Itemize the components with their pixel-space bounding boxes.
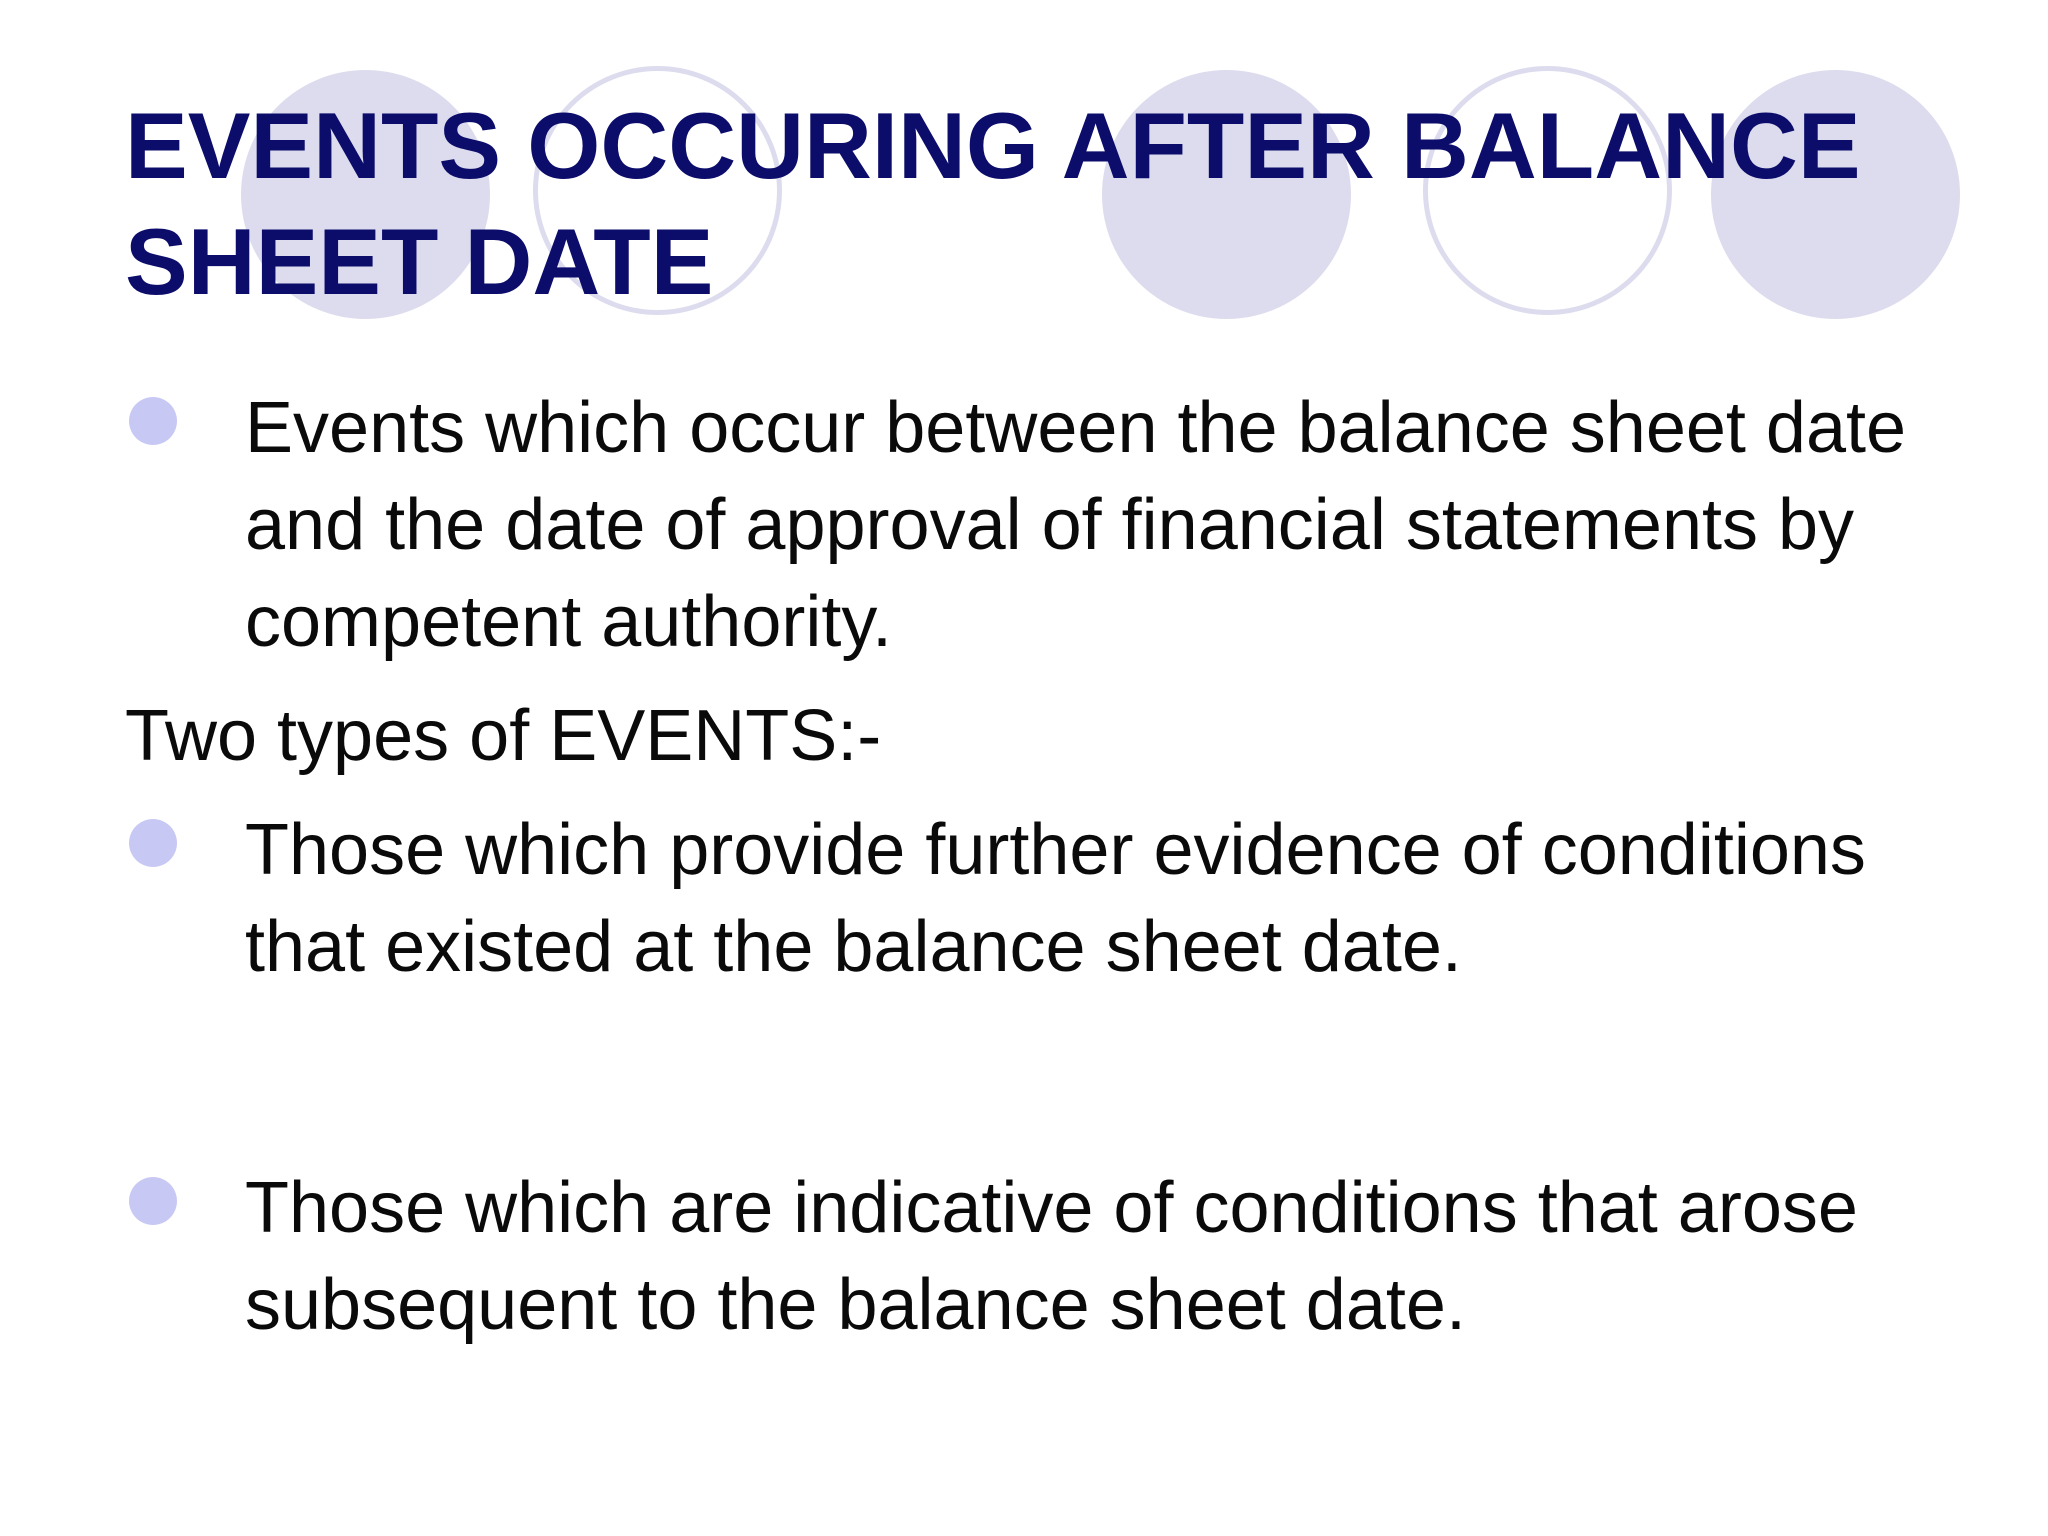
bullet-dot-icon — [129, 397, 177, 445]
bullet-text: Events which occur between the balance sheet date and the date of approval of financial statements by competent authority. — [245, 388, 1907, 662]
bullet-dot-icon — [129, 819, 177, 867]
slide-title: EVENTS OCCURING AFTER BALANCE SHEET DATE — [125, 93, 1861, 314]
subheading: Two types of EVENTS:- — [125, 696, 882, 776]
bullet-dot-icon — [129, 1177, 177, 1225]
bullet-text: Those which provide further evidence of conditions that existed at the balance sheet date. — [245, 810, 1866, 987]
bullet-text: Those which are indicative of conditions that arose subsequent to the balance sheet date. — [245, 1168, 1858, 1345]
